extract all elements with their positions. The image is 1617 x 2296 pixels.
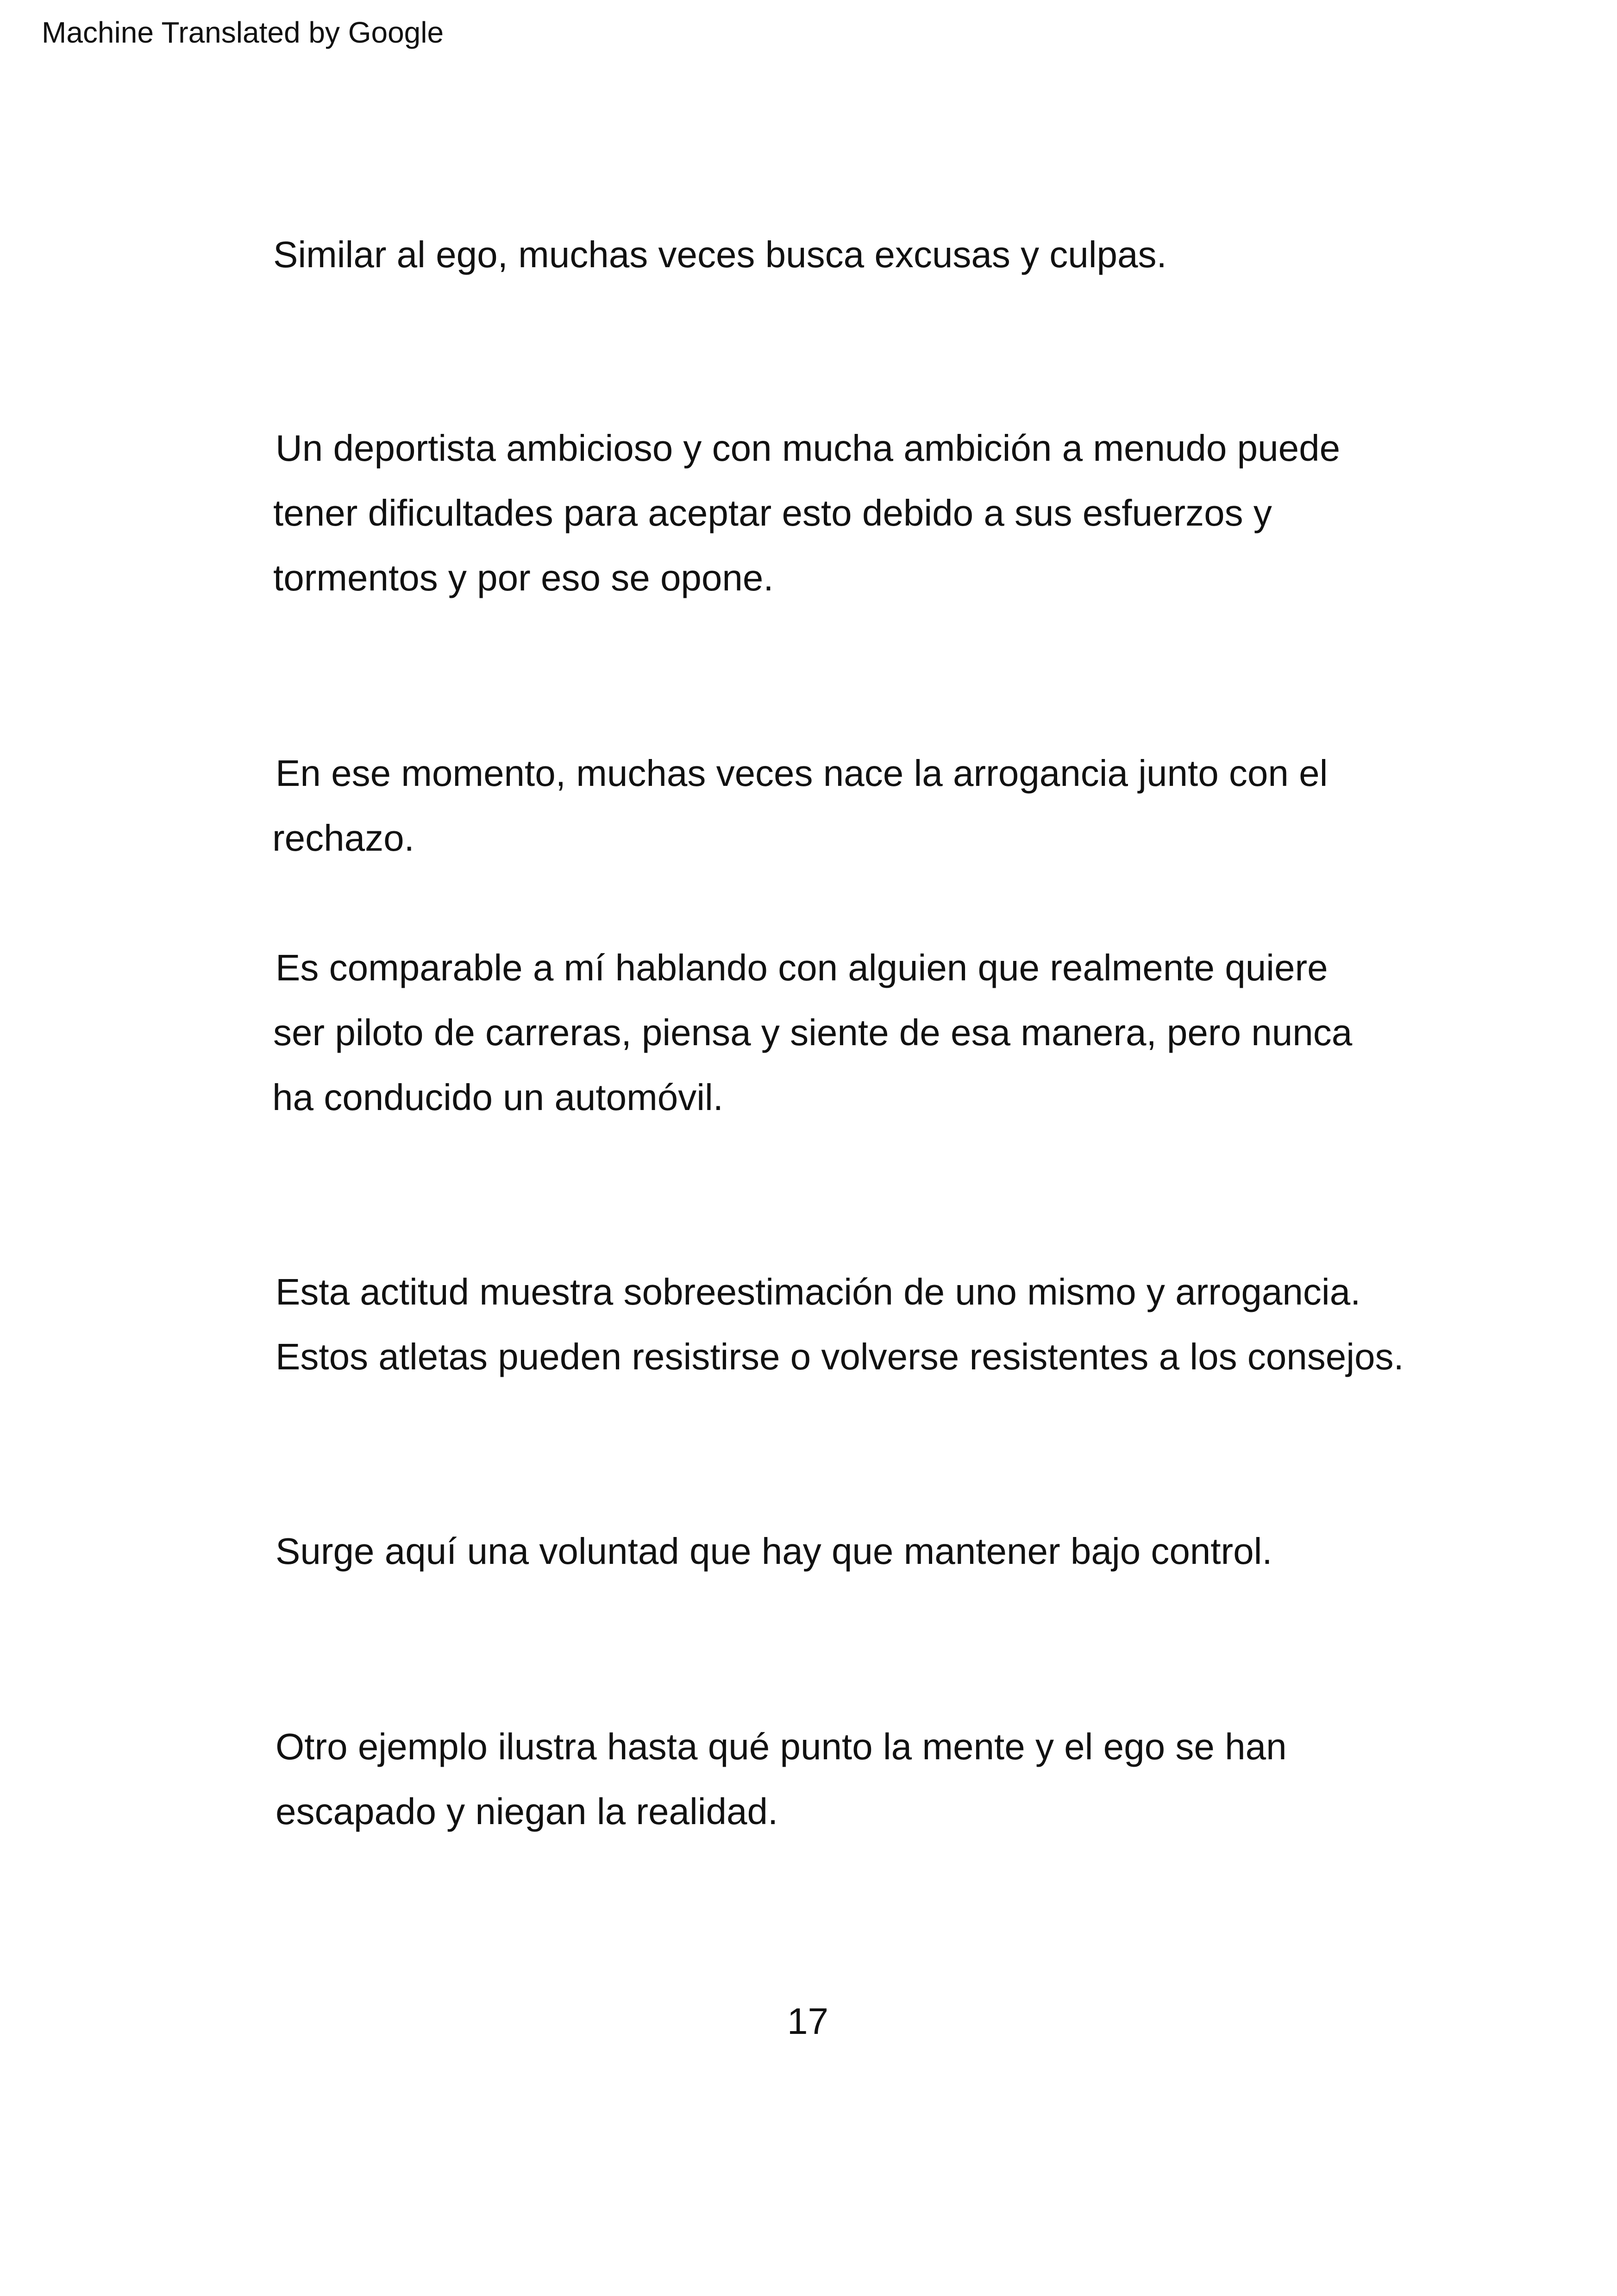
paragraph-line: Estos atletas pueden resistirse o volverse resistentes a los consejos. [276,1336,1404,1377]
paragraph-line: Surge aquí una voluntad que hay que mantener bajo control. [276,1531,1272,1572]
paragraph-line: ha conducido un automóvil. [272,1077,723,1118]
paragraph-line: rechazo. [272,817,414,859]
paragraph-line: escapado y niegan la realidad. [276,1791,778,1832]
paragraph-line: Es comparable a mí hablando con alguien que realmente quiere [276,947,1328,988]
paragraph-line: ser piloto de carreras, piensa y siente de esa manera, pero nunca [273,1012,1353,1053]
paragraph-line: Esta actitud muestra sobreestimación de uno mismo y arrogancia. [276,1271,1361,1312]
paragraph-line: Un deportista ambicioso y con mucha ambición a menudo puede [276,427,1341,469]
paragraph-line: Otro ejemplo ilustra hasta qué punto la mente y el ego se han [276,1726,1287,1767]
paragraph-line: tener dificultades para aceptar esto debido a sus esfuerzos y [273,492,1272,533]
paragraph-line: En ese momento, muchas veces nace la arrogancia junto con el [276,753,1328,794]
page-number: 17 [787,2001,828,2042]
paragraph-line: Similar al ego, muchas veces busca excusas y culpas. [273,234,1167,275]
machine-translation-note: Machine Translated by Google [42,16,444,49]
paragraph-line: tormentos y por eso se opone. [273,557,774,598]
